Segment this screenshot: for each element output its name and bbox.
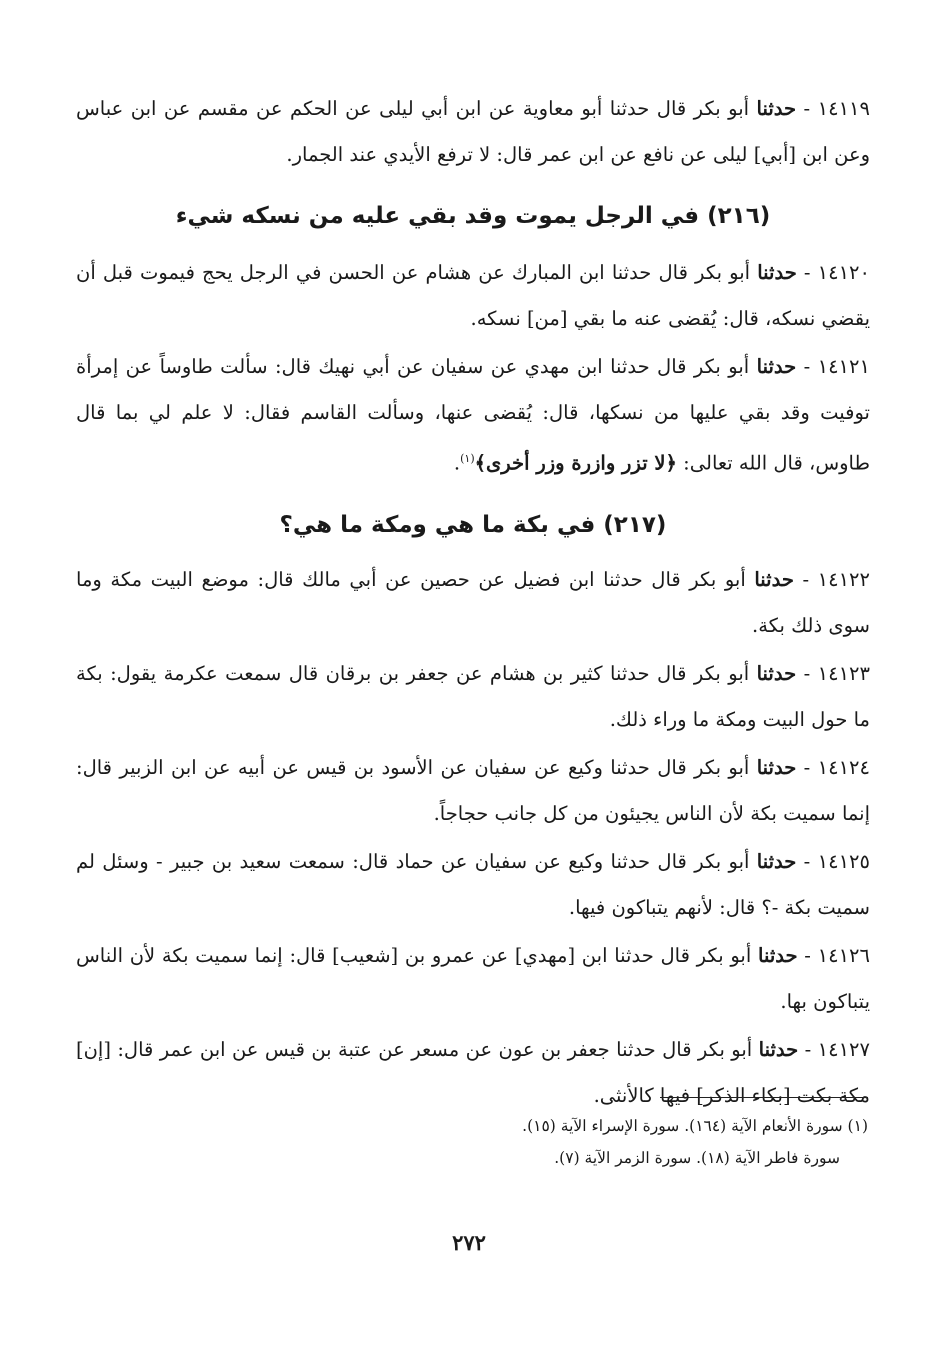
entry-number: ١٤١٢٣	[817, 661, 870, 685]
hadith-entry-14127: ١٤١٢٧ - حدثنا أبو بكر قال حدثنا جعفر بن عون عن مسعر عن عتبة بن قيس عن ابن عمر قال: [إن] مكة بكت [بكاء الذكر] فيها كالأنثى.	[76, 1037, 871, 1107]
entry-tail: .	[453, 451, 461, 475]
entry-text: أبو بكر قال حدثنا وكيع عن سفيان عن الأسود بن قيس عن أبيه عن ابن الزبير قال: إنما سميت بكة لأن الناس يجيئون من كل جانب حجاجاً.	[76, 755, 870, 825]
footnote-1-continued: سورة فاطر الآية (١٨). سورة الزمر الآية (٧).	[554, 1149, 840, 1167]
entry-text: أبو بكر قال حدثنا أبو معاوية عن ابن أبي ليلى عن الحكم عن مقسم عن ابن عباس وعن ابن [أبي] ليلى عن نافع عن ابن عمر قال: لا ترفع الأيدي عند الجمار.	[76, 97, 870, 166]
entry-text: أبو بكر قال حدثنا ابن مهدي عن سفيان عن أبي نهيك قال: سألت طاوساً عن إمرأة توفيت وقد بقي عليها من نسكها، قال: يُقضى عنها، وسألت القاسم فقال: لا علم لي بما قال طاوس، قال الله تعالى:	[76, 355, 870, 475]
quran-quote: ﴿لا تزر وازرة وزر أخرى﴾	[474, 451, 677, 475]
entry-text: أبو بكر قال حدثنا وكيع عن سفيان عن حماد قال: سمعت سعيد بن جبير - وسئل لم سميت بكة -؟ قال: لأنهم يتباكون فيها.	[76, 849, 870, 919]
entry-number: ١٤١١٩	[817, 97, 871, 120]
entry-lead: حدثنا	[758, 1037, 799, 1061]
entry-text: أبو بكر قال حدثنا ابن فضيل عن حصين عن أبي مالك قال: موضع البيت مكة وما سوى ذلك بكة.	[76, 567, 870, 637]
entry-lead: حدثنا	[756, 755, 797, 779]
hadith-entry-14122: ١٤١٢٢ - حدثنا أبو بكر قال حدثنا ابن فضيل عن حصين عن أبي مالك قال: موضع البيت مكة وما سوى ذلك بكة.	[76, 567, 870, 637]
footnote-1: (١) سورة الأنعام الآية (١٦٤). سورة الإسراء الآية (١٥).	[522, 1117, 868, 1135]
entry-number: ١٤١٢١	[817, 355, 870, 378]
entry-lead: حدثنا	[754, 567, 794, 591]
entry-number: ١٤١٢٠	[817, 261, 870, 284]
entry-lead: حدثنا	[756, 849, 797, 873]
section-heading-216: (٢١٦) في الرجل يموت وقد بقي عليه من نسكه شيء	[175, 203, 771, 229]
hadith-entry-14120: ١٤١٢٠ - حدثنا أبو بكر قال حدثنا ابن المبارك عن هشام عن الحسن في الرجل يحج فيموت قبل أن يقضي نسكه، قال: يُقضى عنه ما بقي [من] نسكه.	[76, 261, 870, 330]
entry-number: ١٤١٢٤	[817, 755, 870, 779]
entry-number: ١٤١٢٢	[817, 567, 870, 591]
entry-lead: حدثنا	[756, 355, 797, 378]
entry-number: ١٤١٢٥	[817, 849, 870, 873]
entry-text: أبو بكر قال حدثنا ابن [مهدي] عن عمرو بن [شعيب] قال: إنما سميت بكة لأن الناس يتباكون بها.	[76, 943, 870, 1013]
footnote-ref: (١)	[460, 452, 475, 465]
entry-lead: حدثنا	[756, 661, 797, 685]
footnote-divider	[660, 1097, 868, 1098]
entry-text: أبو بكر قال حدثنا جعفر بن عون عن مسعر عن عتبة بن قيس عن ابن عمر قال: [إن] مكة بكت [بكاء الذكر] فيها كالأنثى.	[76, 1037, 870, 1107]
entry-text: أبو بكر قال حدثنا ابن المبارك عن هشام عن الحسن في الرجل يحج فيموت قبل أن يقضي نسكه، قال: يُقضى عنه ما بقي [من] نسكه.	[76, 261, 870, 330]
entry-lead: حدثنا	[758, 943, 798, 967]
page-number: ٢٧٢	[452, 1230, 486, 1255]
entry-text: أبو بكر قال حدثنا كثير بن هشام عن جعفر بن برقان قال سمعت عكرمة يقول: بكة ما حول البيت ومكة ما وراء ذلك.	[76, 661, 870, 731]
hadith-entry-14119: ١٤١١٩ - حدثنا أبو بكر قال حدثنا أبو معاوية عن ابن أبي ليلى عن الحكم عن مقسم عن ابن عباس وعن ابن [أبي] ليلى عن نافع عن ابن عمر قال: لا ترفع الأيدي عند الجمار.	[76, 97, 871, 166]
hadith-entry-14125: ١٤١٢٥ - حدثنا أبو بكر قال حدثنا وكيع عن سفيان عن حماد قال: سمعت سعيد بن جبير - وسئل لم سميت بكة -؟ قال: لأنهم يتباكون فيها.	[76, 849, 870, 919]
hadith-entry-14121: ١٤١٢١ - حدثنا أبو بكر قال حدثنا ابن مهدي عن سفيان عن أبي نهيك قال: سألت طاوساً عن إمرأة توفيت وقد بقي عليها من نسكها، قال: يُقضى عنها، وسألت القاسم فقال: لا علم لي بما قال طاوس، قال الله تعالى: ﴿لا تزر وازرة وزر أخرى﴾$^{(١)}$.	[76, 355, 870, 475]
entry-number: ١٤١٢٦	[817, 943, 870, 967]
section-heading-217: (٢١٧) في بكة ما هي ومكة ما هي؟	[279, 511, 667, 538]
footnotes	[74, 1110, 868, 1174]
page-body	[76, 86, 870, 1121]
entry-lead: حدثنا	[756, 97, 797, 120]
hadith-entry-14126: ١٤١٢٦ - حدثنا أبو بكر قال حدثنا ابن [مهدي] عن عمرو بن [شعيب] قال: إنما سميت بكة لأن الناس يتباكون بها.	[76, 943, 870, 1013]
hadith-entry-14123: ١٤١٢٣ - حدثنا أبو بكر قال حدثنا كثير بن هشام عن جعفر بن برقان قال سمعت عكرمة يقول: بكة ما حول البيت ومكة ما وراء ذلك.	[76, 661, 870, 731]
entry-number: ١٤١٢٧	[817, 1037, 871, 1061]
hadith-entry-14124: ١٤١٢٤ - حدثنا أبو بكر قال حدثنا وكيع عن سفيان عن الأسود بن قيس عن أبيه عن ابن الزبير قال: إنما سميت بكة لأن الناس يجيئون من كل جانب حجاجاً.	[76, 755, 870, 825]
entry-lead: حدثنا	[757, 261, 797, 284]
